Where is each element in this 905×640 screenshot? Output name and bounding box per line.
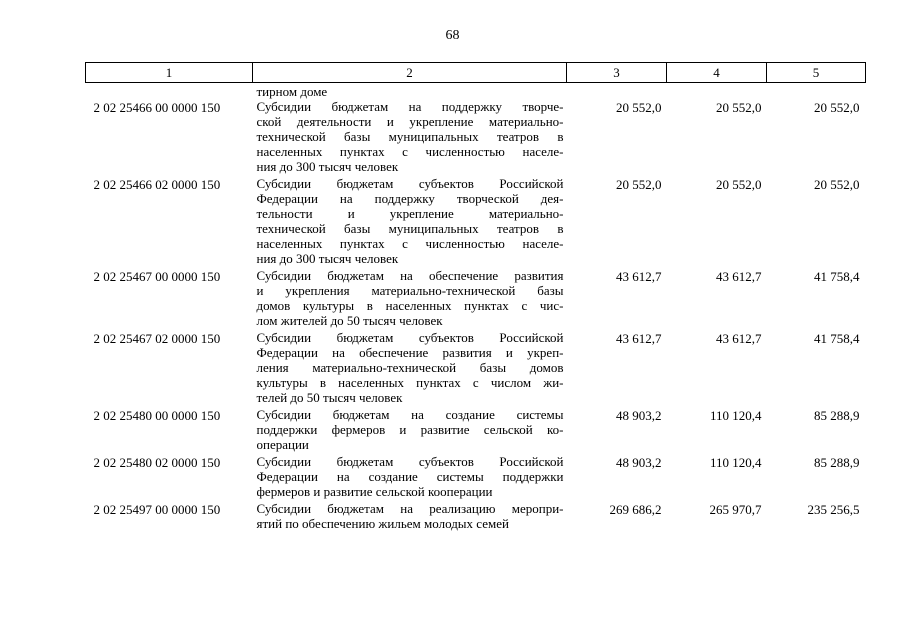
description-line: поддержки фермеров и развитие сельской ко- <box>256 422 564 437</box>
budget-code-cell: 2 02 25480 00 0000 150 <box>93 408 221 423</box>
amount-col3-cell: 269 686,2 <box>609 502 662 517</box>
description-line: тирном доме <box>256 84 328 99</box>
description-cell <box>253 501 567 533</box>
header-col-4: 4 <box>667 63 767 83</box>
description-line: технической базы муниципальных театров в <box>256 221 564 236</box>
header-col-1: 1 <box>86 63 253 83</box>
table-row <box>86 330 866 407</box>
amount-col4-cell: 20 552,0 <box>716 100 762 115</box>
continuation-empty-cell <box>667 83 767 100</box>
amount-col5-cell: 20 552,0 <box>814 100 860 115</box>
table-row <box>86 99 866 176</box>
amount-col3-cell: 48 903,2 <box>616 408 662 423</box>
amount-col3-cell: 48 903,2 <box>616 455 662 470</box>
header-col-5: 5 <box>767 63 866 83</box>
description-cell <box>253 176 567 268</box>
table-row <box>86 501 866 533</box>
budget-code-cell: 2 02 25467 02 0000 150 <box>93 331 221 346</box>
description-line: населенных пунктах с численностью населе- <box>256 236 564 251</box>
amount-col3-cell: 43 612,7 <box>616 269 662 284</box>
description-line: Субсидии бюджетам субъектов Российской <box>256 330 564 345</box>
budget-code-cell: 2 02 25466 00 0000 150 <box>93 100 221 115</box>
table-body <box>86 83 866 534</box>
description-line: ния до 300 тысяч человек <box>256 251 399 266</box>
description-cell <box>253 330 567 407</box>
continuation-empty-cell <box>567 83 667 100</box>
table-row <box>86 268 866 330</box>
description-line: Субсидии бюджетам субъектов Российской <box>256 454 564 469</box>
header-col-2: 2 <box>253 63 567 83</box>
description-line: Субсидии бюджетам на обеспечение развития <box>256 268 564 283</box>
continuation-empty-cell <box>767 83 866 100</box>
amount-col4-cell: 265 970,7 <box>709 502 762 517</box>
description-line: технической базы муниципальных театров в <box>256 129 564 144</box>
budget-table <box>85 62 866 533</box>
amount-col5-cell: 235 256,5 <box>807 502 860 517</box>
description-cell <box>253 99 567 176</box>
amount-col4-cell: 43 612,7 <box>716 331 762 346</box>
header-row <box>86 63 866 83</box>
table-row <box>86 407 866 454</box>
description-line: операции <box>256 437 309 452</box>
page-number: 68 <box>445 28 460 43</box>
description-cell <box>253 407 567 454</box>
continuation-row <box>86 83 866 100</box>
description-line: Федерации на поддержку творческой дея- <box>256 191 564 206</box>
amount-col3-cell: 43 612,7 <box>616 331 662 346</box>
continuation-code-cell <box>86 83 253 100</box>
description-line: Субсидии бюджетам субъектов Российской <box>256 176 564 191</box>
description-line: Субсидии бюджетам на поддержку творче- <box>256 99 564 114</box>
description-line: ния до 300 тысяч человек <box>256 159 399 174</box>
amount-col5-cell: 41 758,4 <box>814 269 860 284</box>
description-cell <box>253 454 567 501</box>
description-line: населенных пунктах с численностью населе- <box>256 144 564 159</box>
description-line: ятий по обеспечению жильем молодых семей <box>256 516 509 531</box>
description-line: телей до 50 тысяч человек <box>256 390 403 405</box>
description-line: лом жителей до 50 тысяч человек <box>256 313 443 328</box>
amount-col5-cell: 85 288,9 <box>814 455 860 470</box>
amount-col4-cell: 43 612,7 <box>716 269 762 284</box>
amount-col5-cell: 85 288,9 <box>814 408 860 423</box>
description-line: тельности и укрепление материально- <box>256 206 564 221</box>
table-row <box>86 454 866 501</box>
table-row <box>86 176 866 268</box>
budget-code-cell: 2 02 25497 00 0000 150 <box>93 502 221 517</box>
description-line: фермеров и развитие сельской кооперации <box>256 484 493 499</box>
description-line: ской деятельности и укрепление материально- <box>256 114 564 129</box>
amount-col5-cell: 41 758,4 <box>814 331 860 346</box>
description-line: культуры в населенных пунктах с числом жи- <box>256 375 564 390</box>
amount-col4-cell: 20 552,0 <box>716 177 762 192</box>
budget-code-cell: 2 02 25467 00 0000 150 <box>93 269 221 284</box>
description-line: Федерации на обеспечение развития и укреп- <box>256 345 564 360</box>
continuation-description <box>253 83 567 100</box>
amount-col3-cell: 20 552,0 <box>616 177 662 192</box>
table-header <box>86 63 866 83</box>
description-line: Субсидии бюджетам на создание системы <box>256 407 564 422</box>
header-col-3: 3 <box>567 63 667 83</box>
description-line: Субсидии бюджетам на реализацию меропри- <box>256 501 564 516</box>
amount-col4-cell: 110 120,4 <box>709 455 762 470</box>
amount-col3-cell: 20 552,0 <box>616 100 662 115</box>
description-line: ления материально-технической базы домов <box>256 360 564 375</box>
description-line: и укрепления материально-технической базы <box>256 283 564 298</box>
amount-col5-cell: 20 552,0 <box>814 177 860 192</box>
amount-col4-cell: 110 120,4 <box>709 408 762 423</box>
budget-code-cell: 2 02 25480 02 0000 150 <box>93 455 221 470</box>
description-line: домов культуры в населенных пунктах с чис- <box>256 298 564 313</box>
description-cell <box>253 268 567 330</box>
budget-code-cell: 2 02 25466 02 0000 150 <box>93 177 221 192</box>
description-line: Федерации на создание системы поддержки <box>256 469 564 484</box>
